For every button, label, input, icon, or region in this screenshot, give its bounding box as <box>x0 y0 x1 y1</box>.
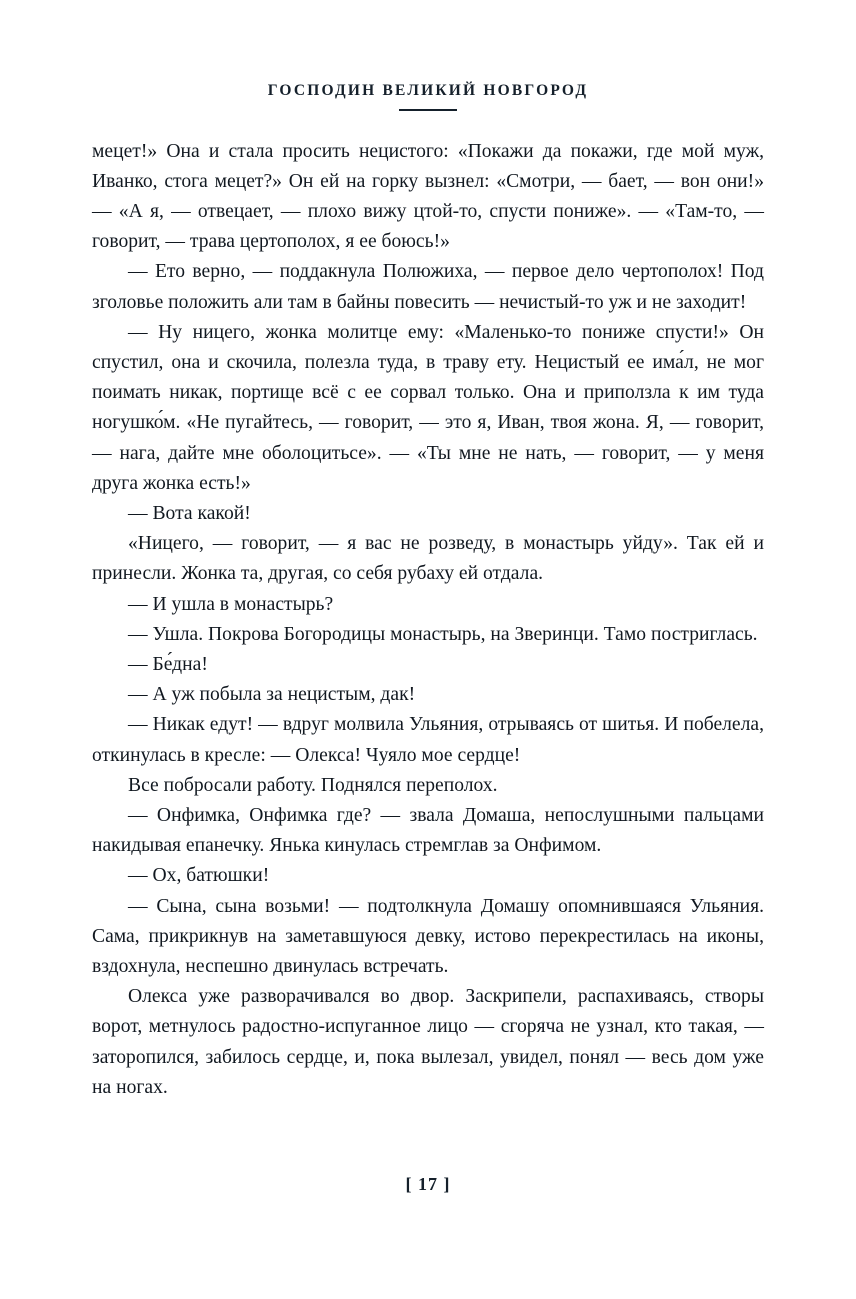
paragraph: — Ох, батюшки! <box>128 865 270 887</box>
paragraph: — И ушла в монастырь? <box>128 593 334 615</box>
header-divider <box>399 109 457 111</box>
paragraph: мецет!» Она и стала просить нецистого: «Покажи да покажи, где мой муж, Иванко, стога мецет?» Он ей на горку вызнел: «Смотри, — бает, — вон они!» — «А я, — отвецает, — плохо вижу цтой-то, спусти пониже». — «Там-то, — говорит, — трава цертополох, я ее боюсь!» <box>92 140 764 253</box>
paragraph: — Ушла. Покрова Богородицы монастырь, на Зверинци. Тамо постриглась. <box>128 623 758 645</box>
running-head: ГОСПОДИН ВЕЛИКИЙ НОВГОРОД <box>267 82 589 99</box>
paragraph: — Сына, сына возьми! — подтолкнула Домашу опомнившаяся Ульяния. Сама, прикрикнув на заметавшуюся девку, истово перекрестилась на иконы, вздохнула, неспешно двинулась встречать. <box>92 895 764 977</box>
paragraph: — А уж побыла за нецистым, дак! <box>128 684 416 706</box>
paragraph: — Вота какой! <box>128 502 251 524</box>
paragraph: — Бе́дна! <box>128 653 208 675</box>
body-text <box>92 137 764 1104</box>
paragraph: «Ницего, — говорит, — я вас не розведу, в монастырь уйду». Так ей и принесли. Жонка та, другая, со себя рубаху ей отдала. <box>92 533 764 585</box>
paragraph: Все побросали работу. Поднялся переполох. <box>128 774 498 796</box>
paragraph: — Онфимка, Онфимка где? — звала Домаша, непослушными пальцами накидывая епанечку. Янька кинулась стремглав за Онфимом. <box>92 804 764 857</box>
paragraph: — Никак едут! — вдруг молвила Ульяния, отрываясь от шитья. И побелела, откинулась в кресле: — Олекса! Чуяло мое сердце! <box>92 714 764 766</box>
paragraph: — Ну ницего, жонка молитце ему: «Маленько-то пониже спусти!» Он спустил, она и скочила, полезла туда, в траву ету. Нецистый ее има́л, не мог поимать никак, портище всё с ее сорвал только. Она и приползла к им туда ногушко́м. «Не пугайтесь, — говорит, — это я, Иван, твоя жона. Я, — говорит, — нага, дайте мне оболоцитьсе». — «Ты мне не нать, — говорит, — у меня друга жонка есть!» <box>92 321 764 494</box>
paragraph: Олекса уже разворачивался во двор. Заскрипели, распахиваясь, створы ворот, метнулось радостно-испуганное лицо — сгоряча не узнал, кто такая, — заторопился, забилось сердце, и, пока вылезал, увидел, понял — весь дом уже на ногах. <box>92 986 764 1098</box>
page-number: [ 17 ] <box>405 1174 451 1194</box>
paragraph: — Ето верно, — поддакнула Полюжиха, — первое дело чертополох! Под зголовье положить али там в байны повесить — нечистый-то уж и не заходит! <box>92 261 764 313</box>
